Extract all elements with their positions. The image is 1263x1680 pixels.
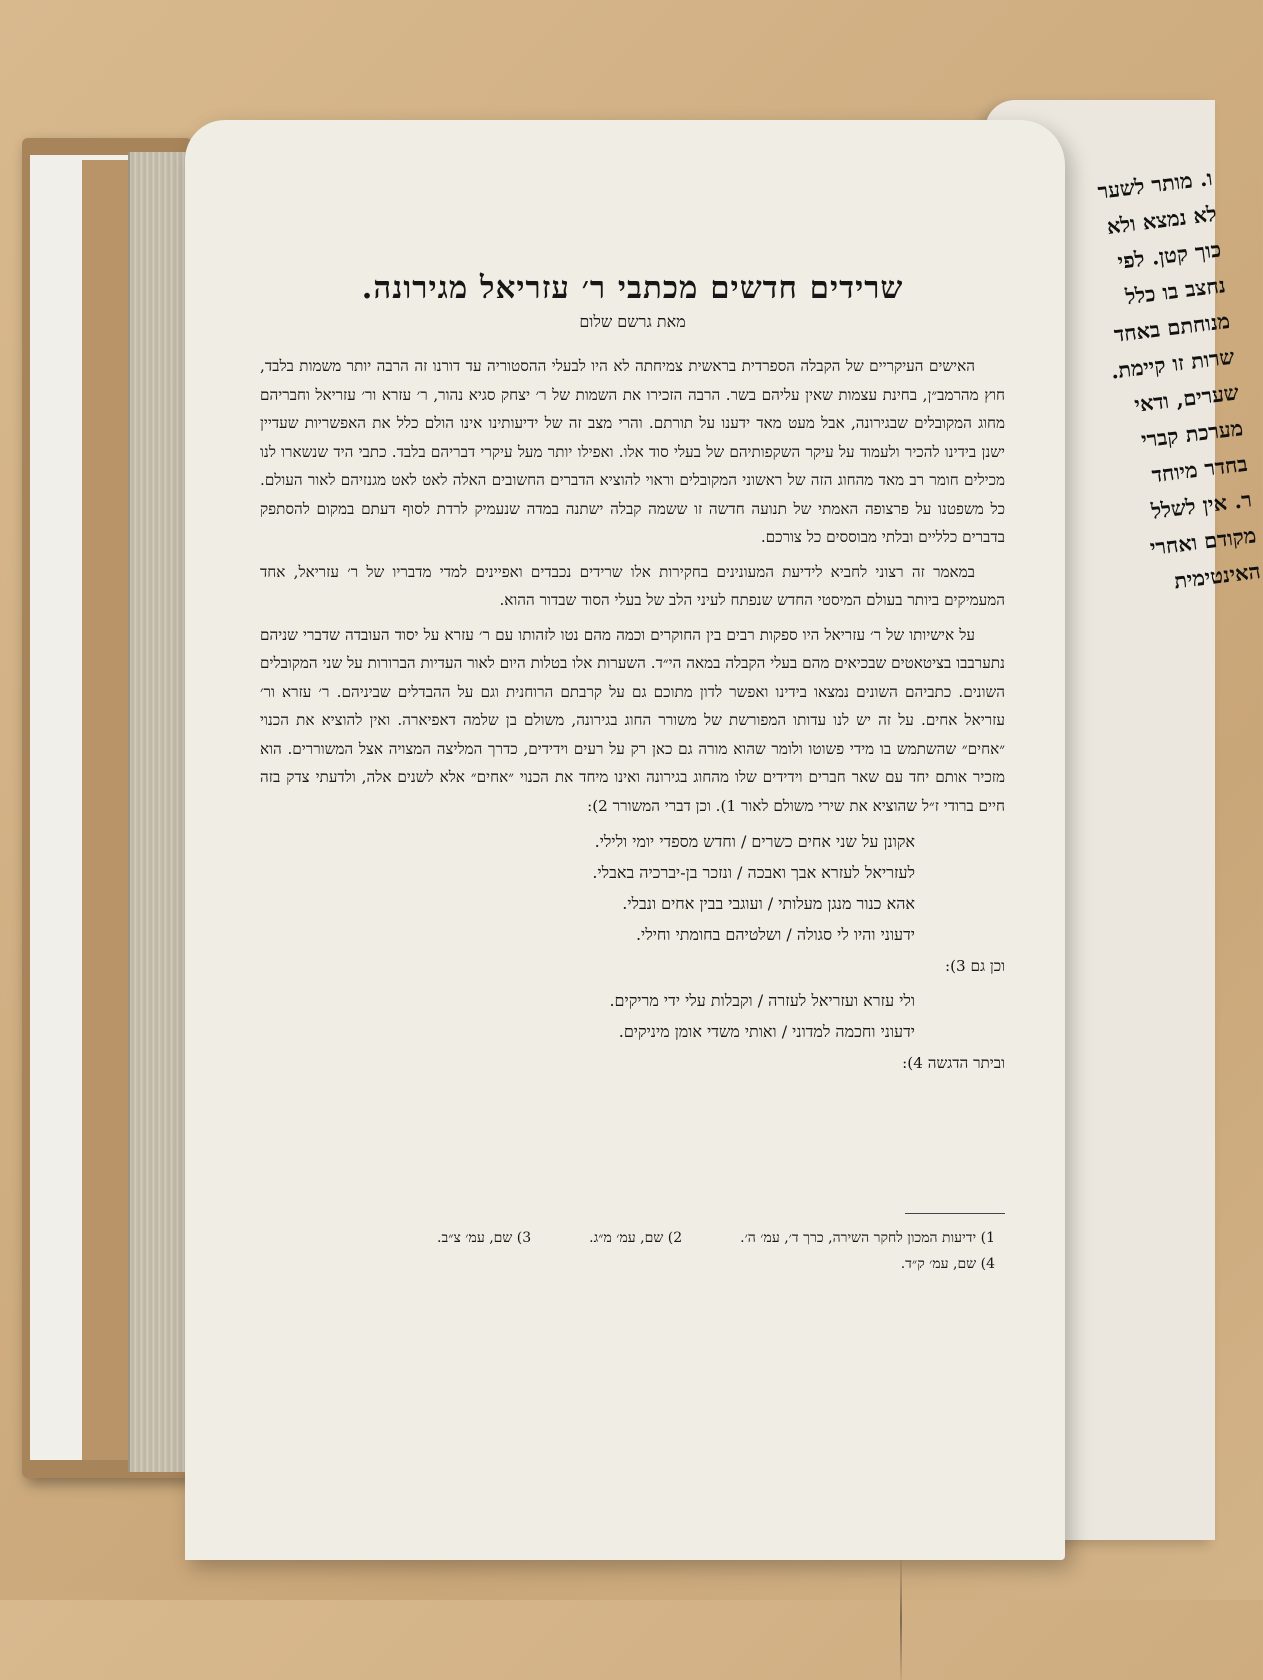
article-title: שרידים חדשים מכתבי ר׳ עזריאל מגירונה. — [361, 270, 904, 306]
poem-stanza-1 — [340, 826, 915, 950]
poem-line: אהא כנור מנגן מעלותי / ועוגבי בבין אחים ונבלי. — [622, 894, 915, 913]
footnote-2: 2) שם, עמ׳ מ״ג. — [589, 1230, 683, 1246]
facing-line: בחדר מיוחד — [1150, 450, 1249, 488]
cover-lining — [82, 160, 134, 1460]
facing-line: לא נמצא ולא — [1105, 200, 1219, 239]
footnote-row — [260, 1251, 995, 1277]
facing-line: ר. אין לשלל — [1149, 486, 1254, 524]
body-paragraph: על אישיותו של ר׳ עזריאל היו ספקות רבים בין החוקרים וכמה מהם נטו לזהותו עם ר׳ עזרא על יסוד העובדה שדברי שניהם נתערבבו בציטאטים שבכיאים מהם בעלי הקבלה במאה הי״ד. השערות אלו בטלות היום לאור העדיות הברורות על שני המקובלים השונים. כתביהם השונים נמצאו בידינו ואפשר לדון מתוכם גם על קרבתם הרוחנית וגם על ההבדלים שביניהם. ר׳ עזרא ור׳ עזריאל אחים. על זה יש לנו עדותו המפורשת של משורר החוג בגירונה, משולם בן שלמה דאפיארה. ואין להוציא את הכנוי ״אחים״ שהשתמש בו מידי פשוטו ולומר שהוא מורה גם כאן רק על רעים וידידים, כדרך המליצה המצויה אצל המשוררים. הוא מזכיר אותם יחד עם שאר חברים וידידים שלו מהחוג בגירונה ואינו מיחד את הכנוי ״אחים״ אלא לשנים אלה, ולדעתי צדק בזה חיים ברודי ז״ל שהוציא את שירי משולם לאור 1). וכן דברי המשורר 2): — [260, 625, 1005, 815]
footnote-1: 1) ידיעות המכון לחקר השירה, כרך ד׳, עמ׳ ה׳. — [740, 1230, 995, 1246]
body-paragraph: במאמר זה רצוני לחביא לידיעת המעונינים בחקירות אלו שרידים נכבדים ואפיינים למדי מדבריו של ר׳ עזריאל, אחד המעמיקים ביותר בעולם המיסטי החדש שנפתח לעיני הלב של בעלי הסוד שבדור ההוא. — [260, 562, 1005, 609]
poem-intro: וביתר הדגשה 4): — [902, 1054, 1005, 1072]
poem-line: אקונן על שני אחים כשרים / וחדש מספדי יומי ולילי. — [594, 832, 915, 851]
poem-line: ידעוני והיו לי סגולה / ושלטיהם בחומתי וחילי. — [635, 925, 915, 944]
poem-line: ולי עזרא ועזריאל לעזרה / וקבלות עלי ידי מריקים. — [609, 991, 915, 1010]
page-crease — [900, 1560, 902, 1680]
facing-line: שרות זו קיימת. — [1109, 343, 1236, 384]
footnote-3: 3) שם, עמ׳ צ״ב. — [437, 1230, 532, 1246]
facing-line: מקודם ואחרי — [1148, 522, 1258, 561]
book-spine-edge — [128, 152, 190, 1472]
facing-line: מערכת קברי — [1139, 415, 1245, 453]
facing-line: האינטימית — [1172, 558, 1262, 594]
facing-line: מנוחתם באחד — [1112, 307, 1232, 347]
facing-line: ו. מותר לשער — [1096, 164, 1214, 204]
footnote-4: 4) שם, עמ׳ ק״ד. — [900, 1256, 995, 1272]
facing-line: שערים, ודאי — [1132, 379, 1240, 417]
poem-line: ידעוני וחכמה למדוני / ואותי משדי אומן מיניקים. — [618, 1022, 915, 1041]
facing-page-text — [1061, 160, 1263, 607]
poem-line: לעזריאל לעזרא אבך ואבכה / ונזכר בן-יברכיה באבלי. — [592, 863, 915, 882]
poem-stanza-2 — [340, 985, 915, 1047]
body-paragraph: האישים העיקריים של הקבלה הספרדית בראשית צמיחתה לא היו לבעלי ההסטוריה עד דורנו זה הרבה יותר משמות בלבד, חוץ מהרמב״ן, בחינת עצמות שאין עליהם בשר. הרבה הזכירו את השמות של ר׳ יצחק סגיא נהור, ר׳ עזרא ור׳ עזריאל וחבריהם מחוג המקובלים שבגירונה, אבל מעט מאד ידענו על תורתם. והרי מצב זה של ידיעותינו אינו הולם כלל את האפשריות שעדיין ישנן בידינו להכיר ולעמוד על עיקר השקפותיהם של בעלי סוד אלו. ואפילו יותר מעל עיקרי דבריהם בלבד. כתבי היד שנשארו לנו מכילים חומר רב מאד מהחוג הזה של ראשוני המקובלים וראוי להוציא הדברים החשובים האלה לאט לאט מגנזיהם לאור העולם. כל משפטנו על פרצופה האמתי של תנועה חדשה זו ששמה קבלה ישתנה במדה שנעמיק לרדת לסוף דעתם במקום להסתפק בדברים כלליים ובלתי מבוססים כל צורכם. — [260, 357, 1005, 546]
footnote-divider — [905, 1213, 1005, 1214]
page-content — [260, 270, 1005, 1078]
article-author: מאת גרשם שלום — [579, 312, 686, 331]
footnotes — [260, 1225, 995, 1277]
facing-line: כוך קטן. לפי — [1116, 236, 1223, 274]
poem-intro: וכן גם 3): — [944, 957, 1005, 975]
footnote-row — [260, 1225, 995, 1251]
main-page — [185, 120, 1065, 1560]
facing-line: נחצב בו כלל — [1124, 272, 1227, 310]
